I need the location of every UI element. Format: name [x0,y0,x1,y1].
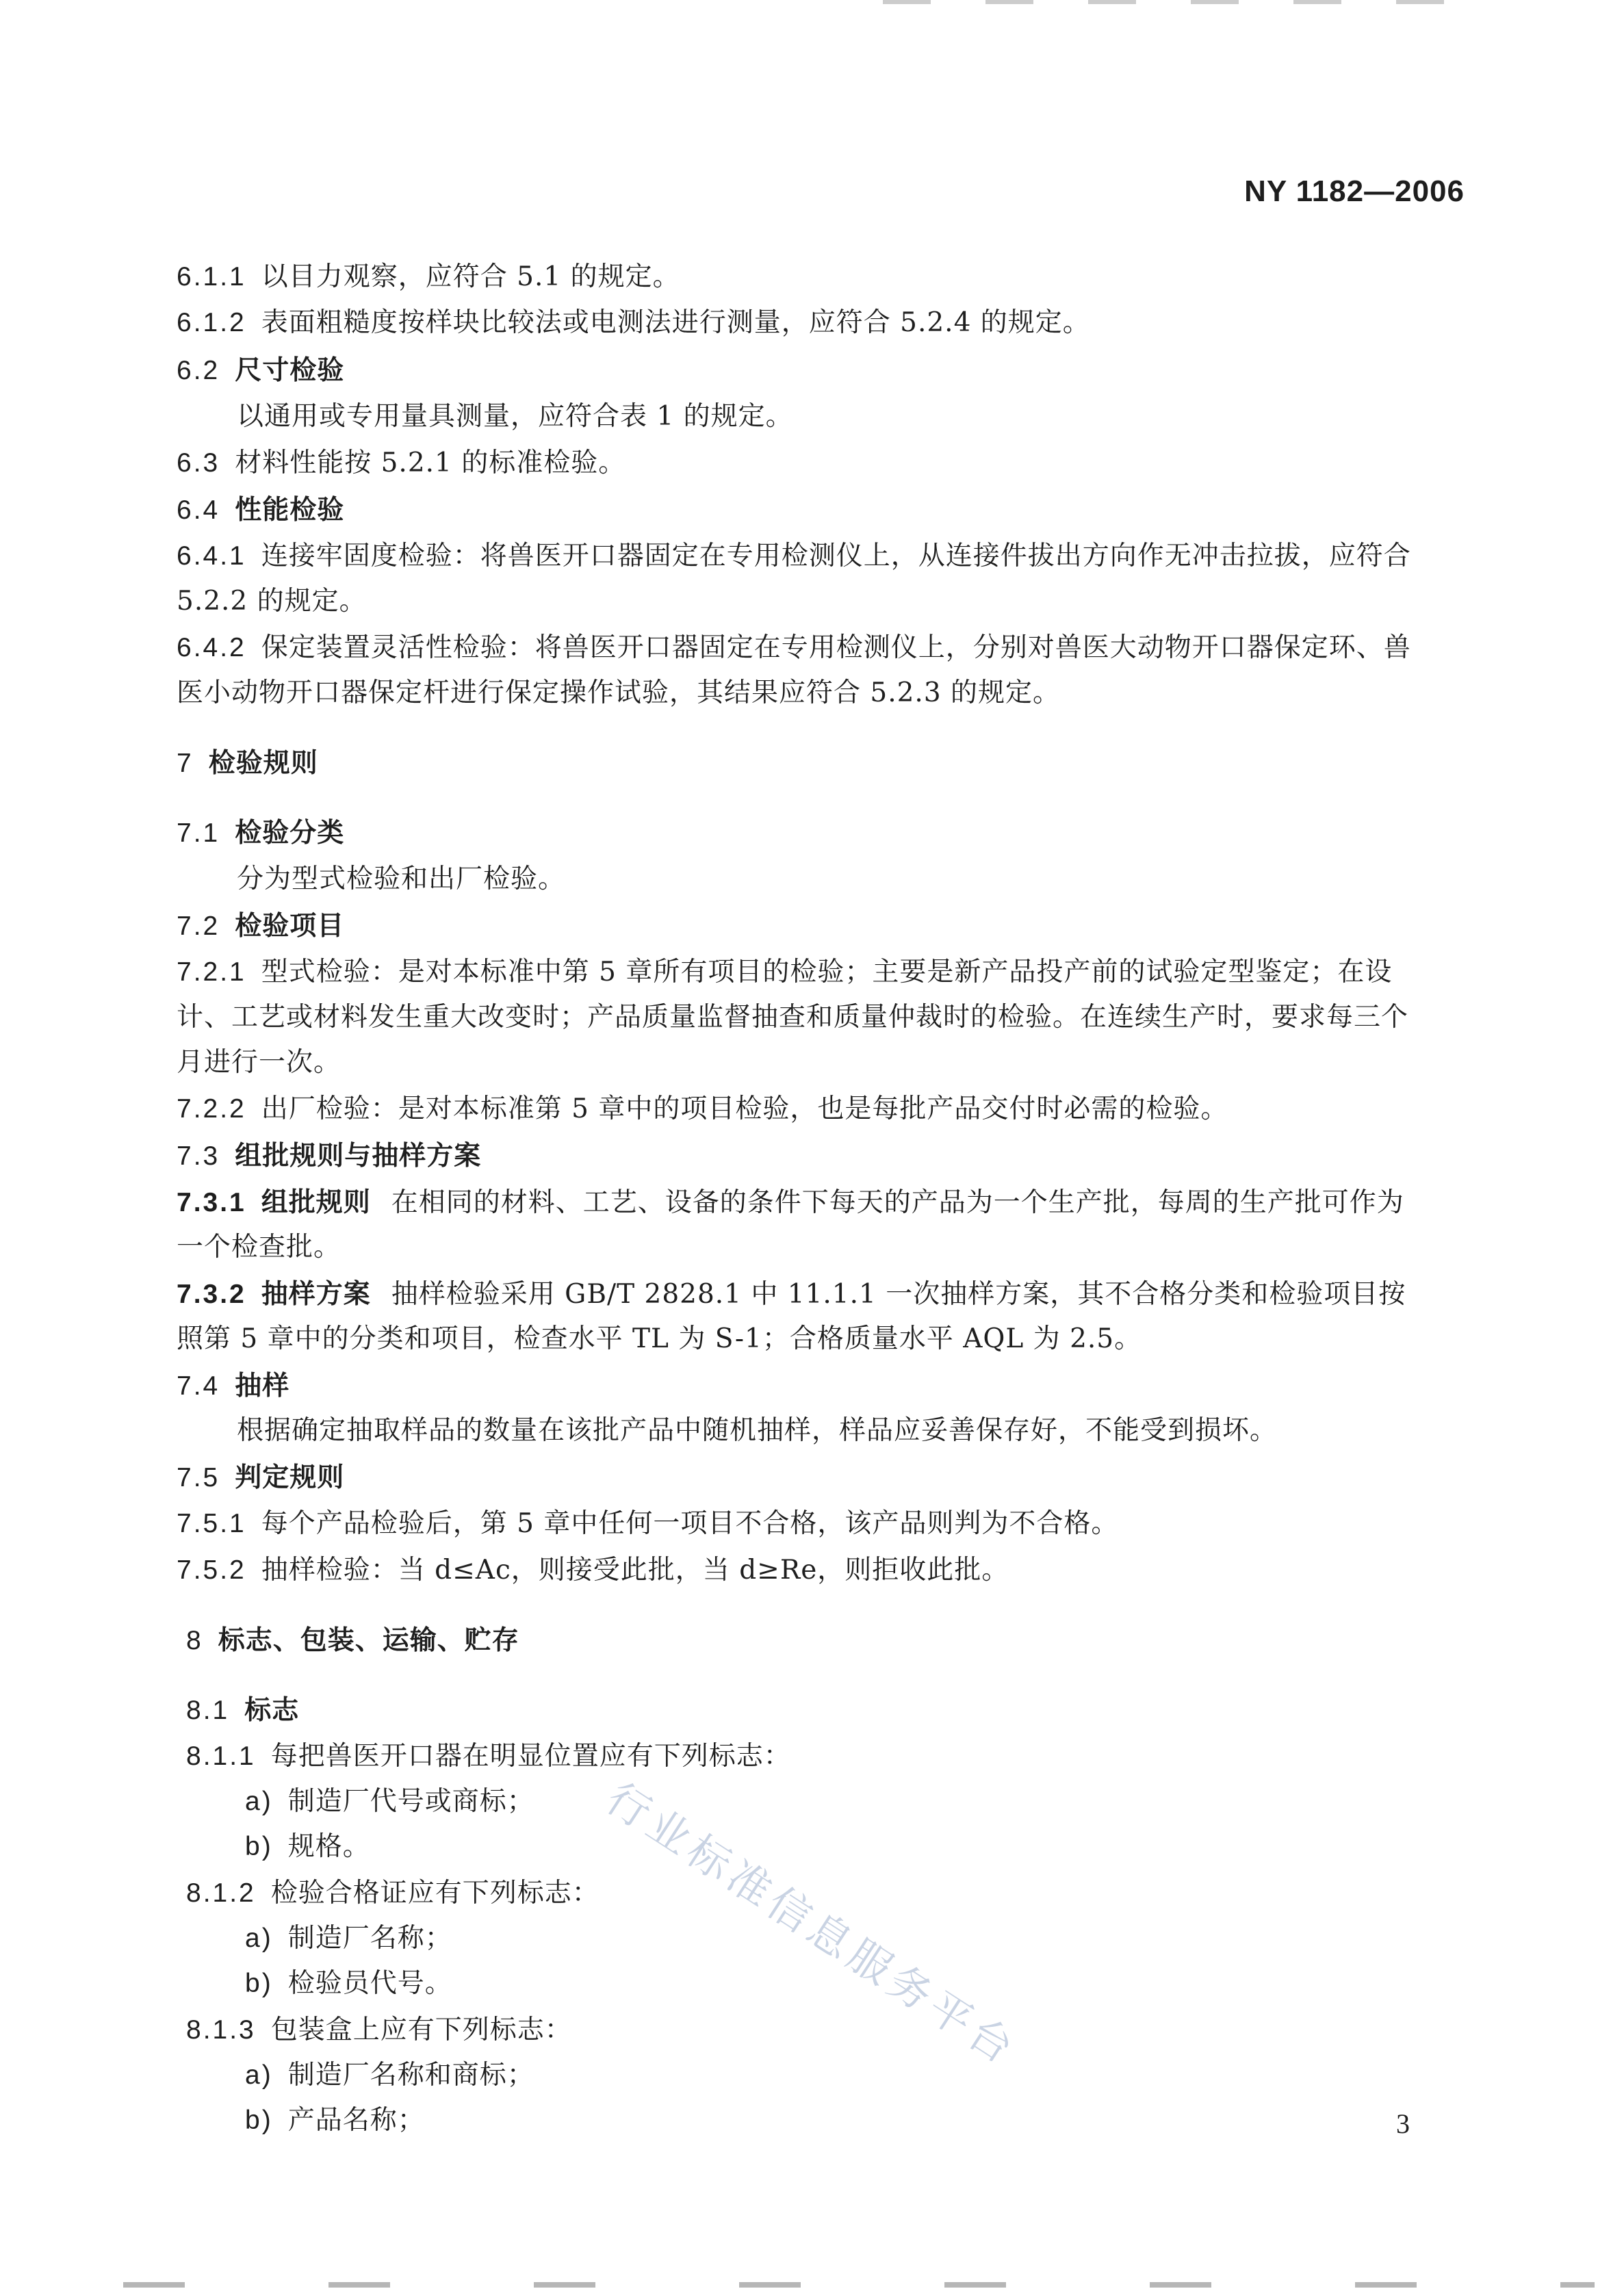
list-marker: a) [245,2060,273,2090]
list-item-text: 规格。 [287,1831,370,1862]
clause-7-5-1 [177,1505,1118,1542]
clause-8-1-heading [186,1692,299,1729]
clause-text: 表面粗糙度按样块比较法或电测法进行测量，应符合 5.2.4 的规定。 [261,307,1090,338]
clause-text: 材料性能按 5.2.1 的标准检验。 [235,448,626,478]
list-item-text: 检验员代号。 [287,1968,452,1999]
clause-6-1-1 [177,259,680,296]
list-marker: b) [245,1969,273,1998]
clause-title: 抽样 [235,1370,290,1401]
clause-text: 保定装置灵活性检验：将兽医开口器固定在专用检测仪上，分别对兽医大动物开口器保定环、兽 [261,632,1411,663]
list-item [245,1828,370,1865]
list-item [245,1783,534,1820]
clause-text: 型式检验：是对本标准中第 5 章所有项目的检验；主要是新产品投产前的试验定型鉴定；在设 [261,957,1393,987]
clause-title: 检验项目 [235,910,345,942]
clause-7-3-2 [177,1276,1406,1313]
clause-7-5-2 [177,1552,1009,1589]
clause-title: 抽样方案 [261,1278,371,1310]
clause-number: 6.4.1 [177,541,246,571]
list-item [245,1965,452,2002]
clause-7-4-body: 根据确定抽取样品的数量在该批产品中随机抽样，样品应妥善保存好，不能受到损坏。 [237,1415,1278,1446]
clause-number: 7.3 [177,1141,220,1171]
chapter-title: 检验规则 [208,747,318,779]
clause-7-4-heading [177,1367,289,1405]
clause-title: 尺寸检验 [235,354,345,386]
chapter-7-heading [177,745,318,782]
clause-title: 检验分类 [235,817,345,849]
clause-7-2-1 [177,954,1392,991]
list-item-text: 制造厂名称； [287,1923,452,1954]
clause-text: 抽样检验采用 GB/T 2828.1 中 11.1.1 一次抽样方案，其不合格分类和检验项目按 [391,1279,1406,1310]
clause-6-3 [177,445,626,482]
clause-number: 7.4 [177,1371,220,1401]
clause-text: 每个产品检验后，第 5 章中任何一项目不合格，该产品则判为不合格。 [261,1508,1119,1539]
clause-number: 7.5.2 [177,1555,246,1585]
list-item [245,1920,452,1957]
list-marker: b) [245,1832,273,1861]
clause-number: 7.2 [177,911,220,941]
clause-7-1-heading [177,814,344,852]
clause-number: 8.1.1 [186,1742,256,1771]
clause-number: 7.5.1 [177,1509,246,1538]
clause-number: 7.2.1 [177,957,246,987]
scan-edge-bottom [123,2282,1595,2288]
clause-7-3-1 [177,1184,1404,1221]
clause-number: 7.2.2 [177,1094,246,1124]
clause-7-3-heading [177,1137,481,1175]
clause-6-4-1 [177,538,1411,575]
clause-6-4-2-cont: 医小动物开口器保定杆进行保定操作试验，其结果应符合 5.2.3 的规定。 [177,677,1061,708]
clause-title: 判定规则 [235,1462,345,1493]
clause-6-4-1-cont: 5.2.2 的规定。 [177,586,367,617]
chapter-number: 7 [177,749,194,778]
clause-number: 7.5 [177,1463,220,1492]
list-marker: b) [245,2106,273,2135]
clause-text: 检验合格证应有下列标志： [270,1878,600,1908]
list-item [245,2102,425,2139]
clause-number: 7.1 [177,818,220,848]
clause-6-1-2 [177,305,1090,341]
clause-8-1-3 [186,2012,572,2049]
clause-7-1-body: 分为型式检验和出厂检验。 [237,864,566,894]
clause-title: 组批规则与抽样方案 [235,1140,482,1172]
clause-number: 6.4.2 [177,633,246,662]
clause-6-2-heading [177,352,344,389]
list-item-text: 产品名称； [287,2105,425,2136]
clause-text: 连接牢固度检验：将兽医开口器固定在专用检测仪上，从连接件拔出方向作无冲击拉拔，应符合 [261,541,1411,571]
chapter-number: 8 [186,1626,203,1655]
clause-7-3-2-cont: 照第 5 章中的分类和项目，检查水平 TL 为 S-1；合格质量水平 AQL 为 2.5。 [177,1323,1142,1354]
chapter-title: 标志、包装、运输、贮存 [218,1625,519,1656]
list-item-text: 制造厂代号或商标； [287,1786,534,1817]
clause-number: 8.1 [186,1696,230,1725]
clause-text: 以目力观察，应符合 5.1 的规定。 [261,261,680,292]
clause-8-1-1 [186,1738,791,1775]
list-item [245,2057,534,2094]
clause-text: 在相同的材料、工艺、设备的条件下每天的产品为一个生产批，每周的生产批可作为 [391,1187,1404,1218]
clause-7-2-1-cont2: 月进行一次。 [177,1047,341,1078]
standard-code: NY 1182—2006 [1244,174,1465,208]
list-marker: a) [245,1924,273,1953]
clause-text: 抽样检验：当 d≤Ac，则接受此批，当 d≥Re，则拒收此批。 [261,1555,1009,1585]
clause-title: 性能检验 [235,494,345,526]
clause-7-2-2 [177,1091,1228,1128]
clause-7-2-1-cont: 计、工艺或材料发生重大改变时；产品质量监督抽查和质量仲裁时的检验。在连续生产时，要求每三个 [177,1002,1409,1033]
clause-text: 每把兽医开口器在明显位置应有下列标志： [270,1741,791,1772]
clause-6-2-body: 以通用或专用量具测量，应符合表 1 的规定。 [237,401,793,432]
clause-text: 出厂检验：是对本标准第 5 章中的项目检验，也是每批产品交付时必需的检验。 [261,1093,1228,1124]
watermark: 行业标准信息服务平台 [597,1772,1027,2076]
clause-8-1-2 [186,1875,600,1912]
list-item-text: 制造厂名称和商标； [287,2060,534,2091]
clause-number: 8.1.2 [186,1878,256,1908]
clause-6-4-2 [177,630,1411,666]
clause-7-2-heading [177,907,344,945]
clause-text: 包装盒上应有下列标志： [270,2015,572,2045]
clause-7-3-1-cont: 一个检查批。 [177,1232,341,1263]
clause-number: 6.1.1 [177,262,246,292]
clause-number: 6.1.2 [177,308,246,337]
chapter-8-heading [186,1622,519,1659]
scan-edge-top [883,0,1499,4]
clause-7-5-heading [177,1459,344,1497]
clause-number: 8.1.3 [186,2015,256,2045]
clause-title: 标志 [244,1694,300,1726]
clause-number: 7.3.2 [177,1280,246,1309]
list-marker: a) [245,1787,273,1816]
clause-number: 7.3.1 [177,1188,246,1217]
page-number: 3 [1396,2108,1410,2139]
clause-6-4-heading [177,491,344,529]
clause-number: 6.3 [177,448,220,478]
clause-title: 组批规则 [261,1187,371,1218]
clause-number: 6.2 [177,356,220,385]
clause-number: 6.4 [177,495,220,525]
